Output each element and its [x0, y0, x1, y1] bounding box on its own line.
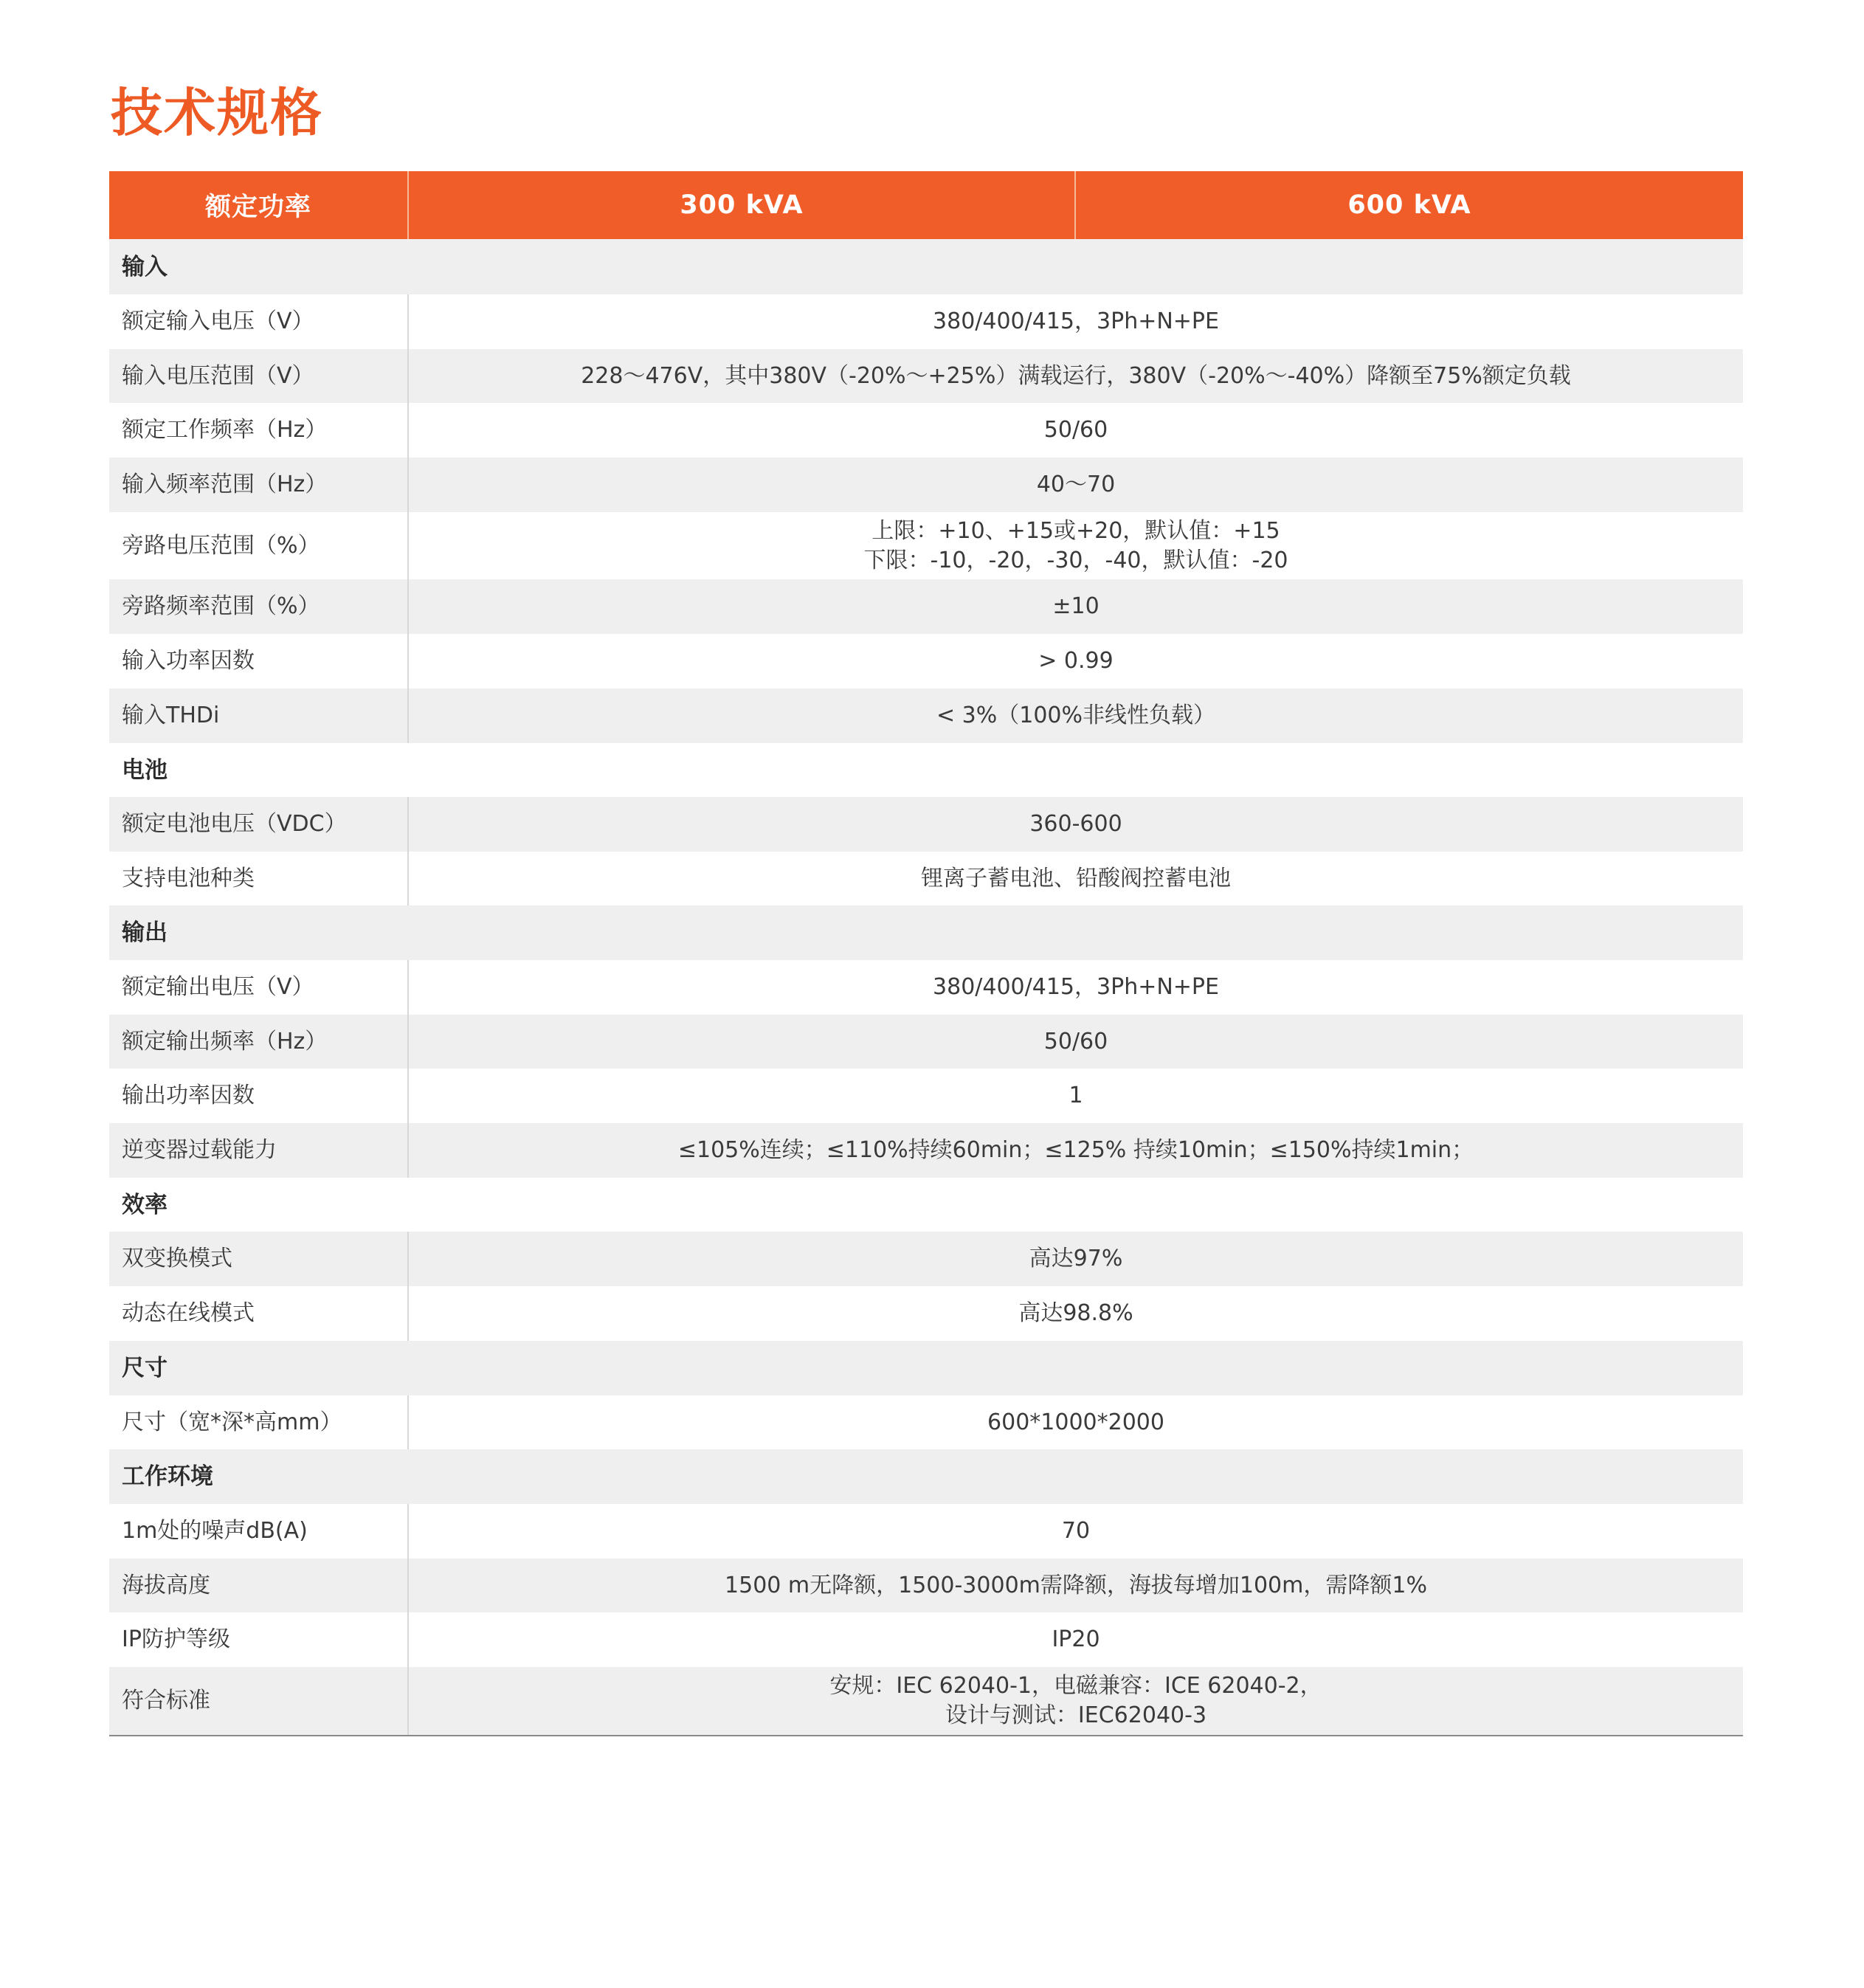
- row-label: IP防护等级: [109, 1612, 408, 1667]
- table-row: [109, 1286, 1743, 1341]
- table-row: [109, 852, 1743, 905]
- table-row: [109, 1504, 1743, 1559]
- page-title: 技术规格: [111, 83, 323, 143]
- table-row: [109, 1667, 1743, 1736]
- section-row-battery: [109, 743, 1743, 797]
- table-row: [109, 1559, 1743, 1612]
- row-label: 输入电压范围（V）: [109, 349, 408, 403]
- table-row: [109, 294, 1743, 349]
- table-row: [109, 1612, 1743, 1667]
- row-value: 50/60: [408, 1015, 1743, 1069]
- row-value: [408, 1667, 1743, 1736]
- row-label: 旁路电压范围（%）: [109, 512, 408, 579]
- row-value: 1: [408, 1069, 1743, 1123]
- row-label: 输入功率因数: [109, 634, 408, 688]
- row-label: 输入频率范围（Hz）: [109, 458, 408, 512]
- table-row: [109, 1395, 1743, 1449]
- table-row: [109, 403, 1743, 458]
- table-row: [109, 579, 1743, 634]
- row-label: 额定电池电压（VDC）: [109, 797, 408, 852]
- value-line-upper: 上限：+10、+15或+20，默认值：+15: [871, 517, 1280, 544]
- row-label: 额定输出频率（Hz）: [109, 1015, 408, 1069]
- row-label: 海拔高度: [109, 1559, 408, 1612]
- row-value: 40～70: [408, 458, 1743, 512]
- section-row-environment: [109, 1449, 1743, 1504]
- header-600kva: 600 kVA: [1075, 171, 1743, 239]
- table-row: [109, 797, 1743, 852]
- section-title: 尺寸: [109, 1341, 1743, 1395]
- table-row: [109, 1232, 1743, 1286]
- table-row: [109, 512, 1743, 579]
- row-label: 尺寸（宽*深*高mm）: [109, 1395, 408, 1449]
- row-value: 228～476V，其中380V（-20%～+25%）满载运行，380V（-20%～-40%）降额至75%额定负载: [408, 349, 1743, 403]
- row-label: 输入THDi: [109, 688, 408, 743]
- section-title: 输出: [109, 905, 1743, 960]
- row-label: 逆变器过载能力: [109, 1123, 408, 1178]
- row-value: 50/60: [408, 403, 1743, 458]
- section-row-input: [109, 239, 1743, 294]
- section-title: 电池: [109, 743, 1743, 797]
- row-value: 1500 m无降额，1500-3000m需降额，海拔每增加100m，需降额1%: [408, 1559, 1743, 1612]
- value-line-upper: 安规：IEC 62040-1，电磁兼容：ICE 62040-2，: [829, 1673, 1322, 1699]
- table-row: [109, 1123, 1743, 1178]
- section-row-size: [109, 1341, 1743, 1395]
- row-value: 360-600: [408, 797, 1743, 852]
- row-value: 高达98.8%: [408, 1286, 1743, 1341]
- table-row: [109, 960, 1743, 1015]
- section-row-efficiency: [109, 1178, 1743, 1232]
- row-label: 符合标准: [109, 1667, 408, 1736]
- row-value: ≤105%连续；≤110%持续60min；≤125% 持续10min；≤150%持续1min；: [408, 1123, 1743, 1178]
- value-line-lower: 下限：-10，-20，-30，-40，默认值：-20: [863, 547, 1288, 573]
- row-value: 锂离子蓄电池、铅酸阀控蓄电池: [408, 852, 1743, 905]
- row-value: > 0.99: [408, 634, 1743, 688]
- row-label: 动态在线模式: [109, 1286, 408, 1341]
- row-label: 支持电池种类: [109, 852, 408, 905]
- table-row: [109, 458, 1743, 512]
- table-row: [109, 1069, 1743, 1123]
- row-value: 70: [408, 1504, 1743, 1559]
- header-rated-power: 额定功率: [109, 171, 408, 239]
- section-row-output: [109, 905, 1743, 960]
- row-value: < 3%（100%非线性负载）: [408, 688, 1743, 743]
- row-label: 额定输出电压（V）: [109, 960, 408, 1015]
- table-row: [109, 1015, 1743, 1069]
- row-label: 额定工作频率（Hz）: [109, 403, 408, 458]
- row-value: 380/400/415，3Ph+N+PE: [408, 294, 1743, 349]
- row-label: 输出功率因数: [109, 1069, 408, 1123]
- row-value: 380/400/415，3Ph+N+PE: [408, 960, 1743, 1015]
- table-row: [109, 688, 1743, 743]
- table-row: [109, 634, 1743, 688]
- spec-table: [109, 171, 1743, 1736]
- section-title: 效率: [109, 1178, 1743, 1232]
- row-label: 旁路频率范围（%）: [109, 579, 408, 634]
- value-line-lower: 设计与测试：IEC62040-3: [945, 1702, 1207, 1728]
- row-label: 额定输入电压（V）: [109, 294, 408, 349]
- section-title: 输入: [109, 239, 1743, 294]
- table-header-row: [109, 171, 1743, 239]
- header-300kva: 300 kVA: [408, 171, 1075, 239]
- row-value: ±10: [408, 579, 1743, 634]
- section-title: 工作环境: [109, 1449, 1743, 1504]
- row-value: IP20: [408, 1612, 1743, 1667]
- row-label: 双变换模式: [109, 1232, 408, 1286]
- row-value: [408, 512, 1743, 579]
- row-value: 600*1000*2000: [408, 1395, 1743, 1449]
- row-label: 1m处的噪声dB(A): [109, 1504, 408, 1559]
- row-value: 高达97%: [408, 1232, 1743, 1286]
- table-row: [109, 349, 1743, 403]
